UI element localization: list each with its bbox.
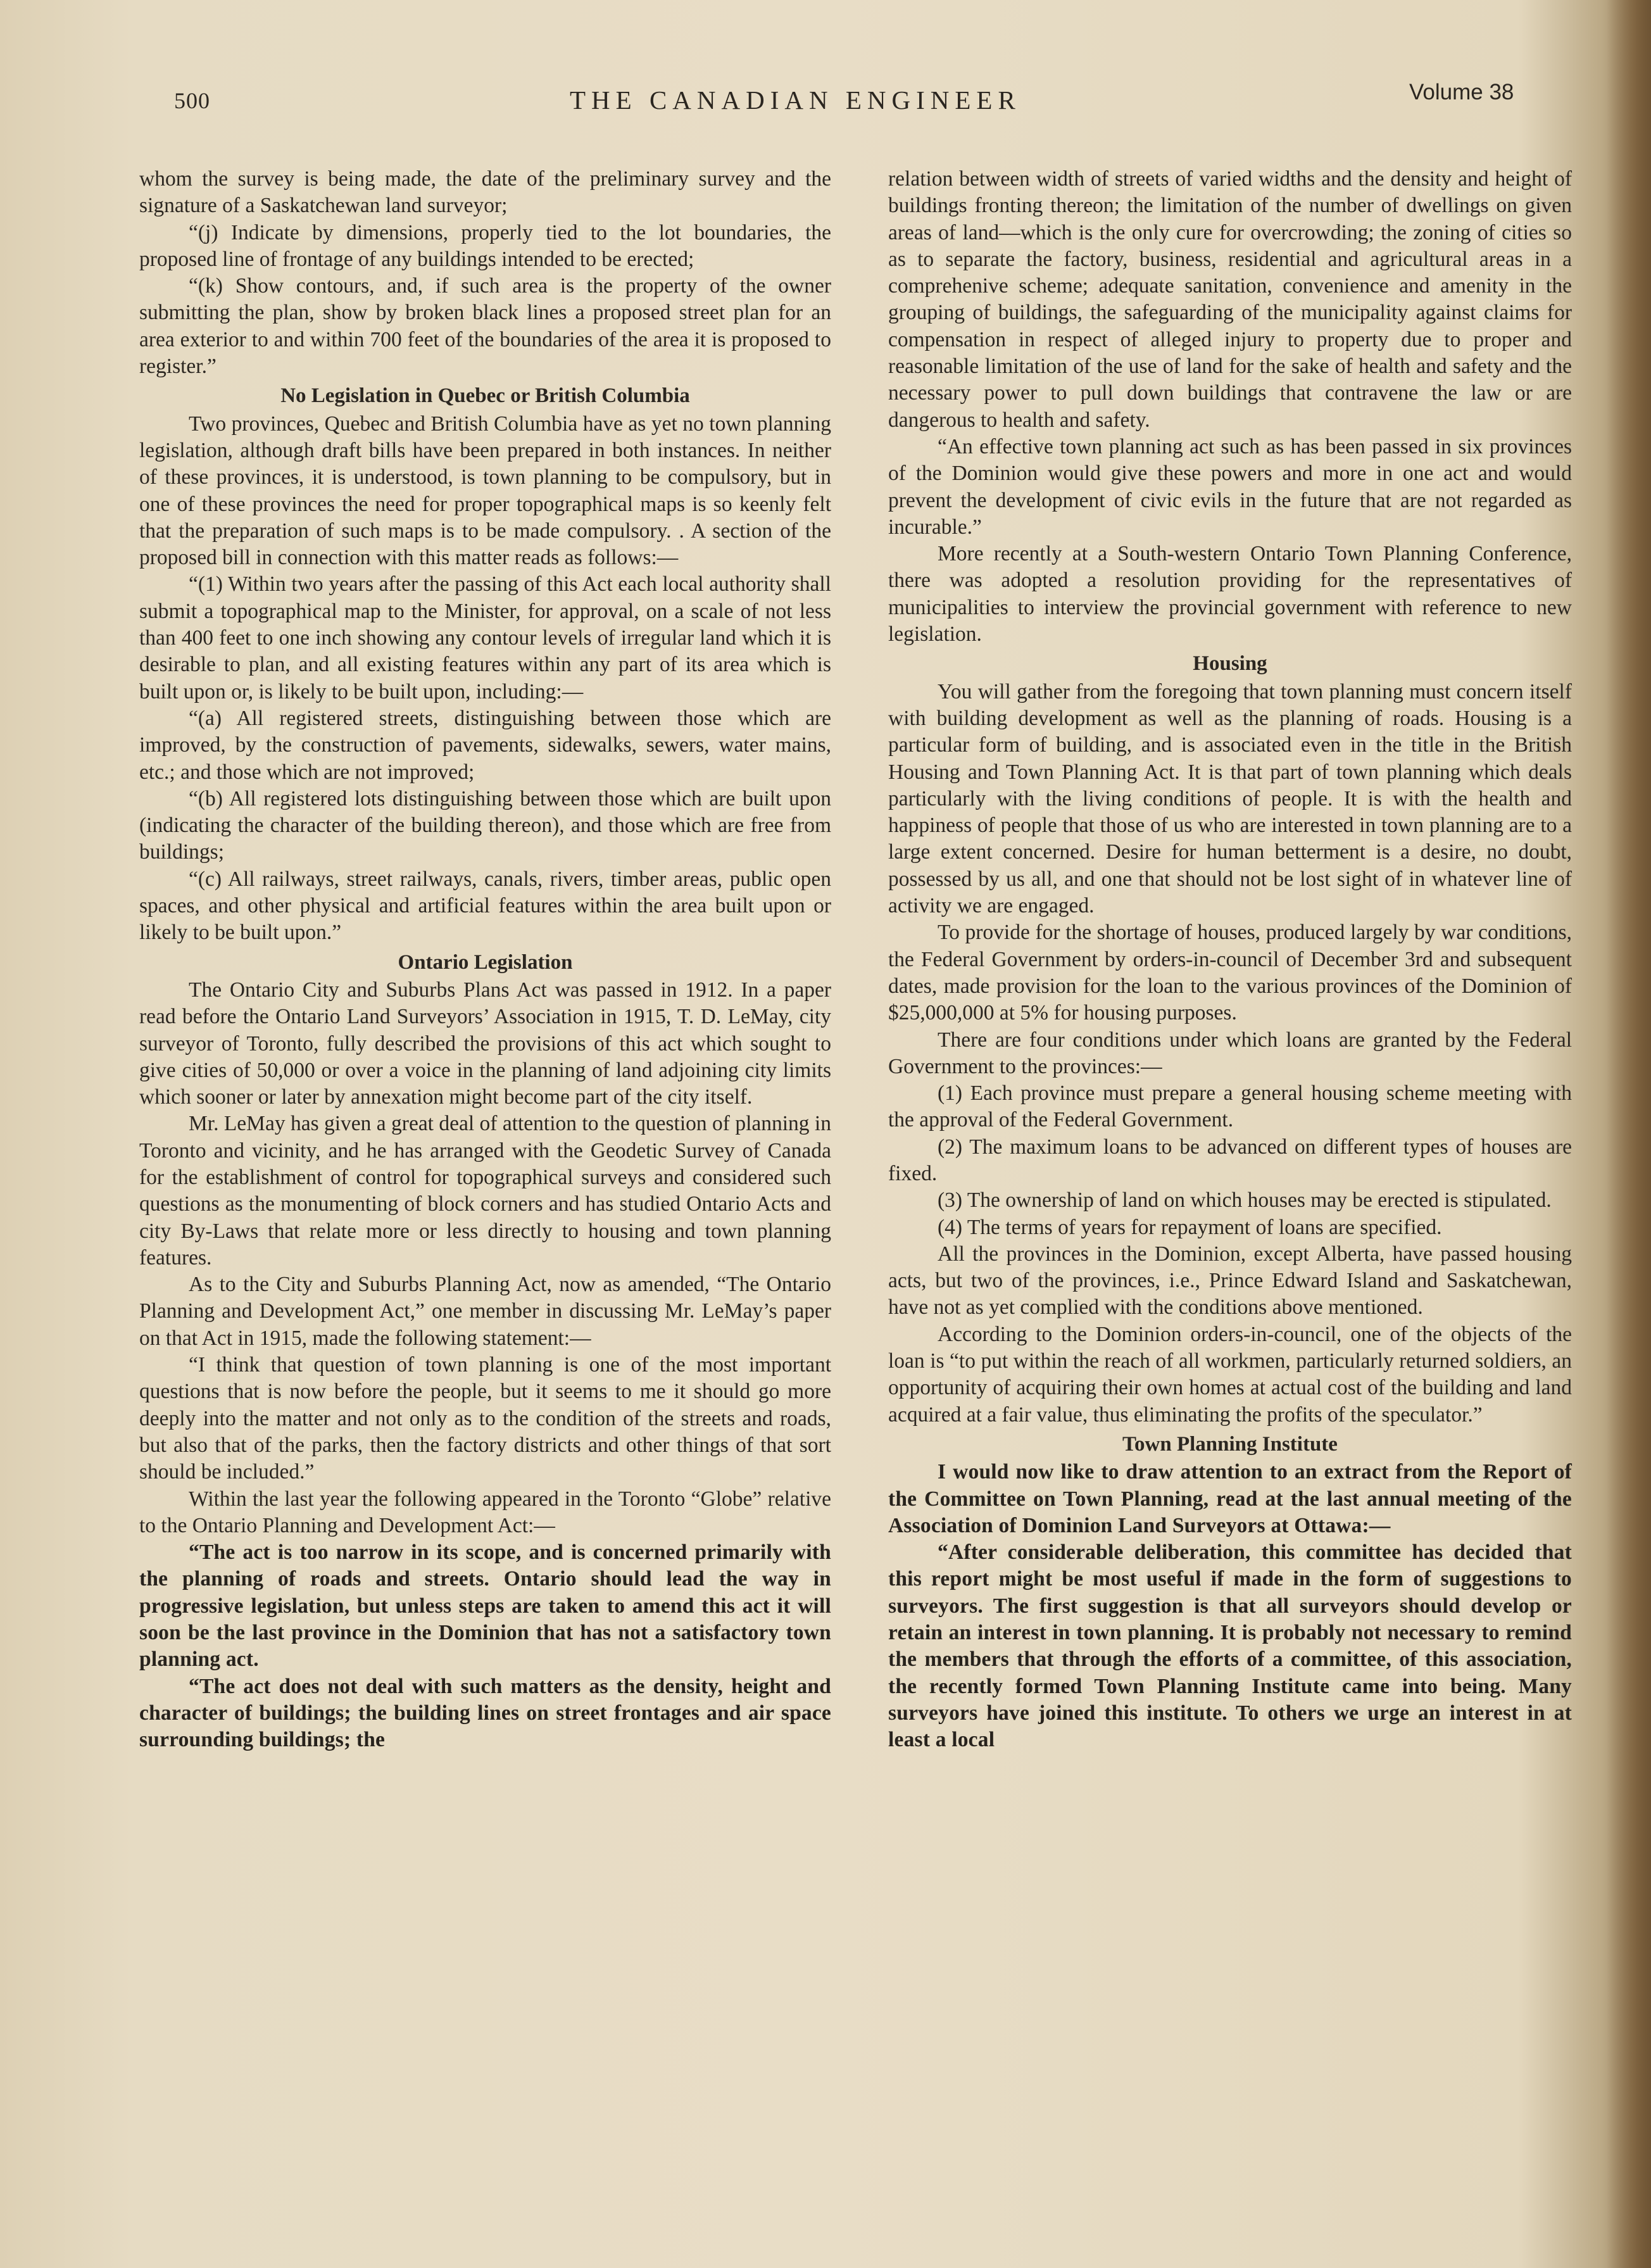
paragraph: More recently at a South-western Ontario Town Planning Conference, there was adopted a resolution providing for the representatives of municipalities to interview the provincial government with reference to new legislation. xyxy=(888,542,1572,646)
paragraph: (4) The terms of years for repayment of loans are specified. xyxy=(938,1215,1442,1239)
paragraph: whom the survey is being made, the date of the preliminary survey and the signature of a Saskatchewan land surveyor; xyxy=(139,167,831,218)
page-number: 500 xyxy=(174,88,210,113)
paragraph: Two provinces, Quebec and British Columbia have as yet no town planning legislation, although draft bills have been prepared in both instances. In neither of these provinces, it is understood, is town planning to be compulsory, but in one of these provinces the need for proper topographical maps is so keenly felt that the preparation of such maps is to be made compulsory. . A section of the proposed bill in connection with this matter reads as follows:— xyxy=(139,412,831,570)
paragraph: As to the City and Suburbs Planning Act, now as amended, “The Ontario Planning and Development Act,” one member in discussing Mr. LeMay’s paper on that Act in 1915, made the following statement:— xyxy=(139,1273,831,1350)
paragraph: “(k) Show contours, and, if such area is the property of the owner submitting the plan, show by broken black lines a proposed street plan for an area exterior to and within 700 feet of the boundaries of the area it is proposed to register.” xyxy=(139,274,831,379)
paragraph: “After considerable deliberation, this committee has decided that this report might be most useful if made in the form of suggestions to surveyors. The first suggestion is that all surveyors should develop or retain an interest in town planning. It is probably not necessary to remind the members that through the efforts of a committee, of this association, the recently formed Town Planning Institute came into being. Many surveyors have joined this institute. To others we urge an interest in at least a local xyxy=(888,1540,1572,1752)
section-heading: No Legislation in Quebec or British Columbia xyxy=(280,384,690,408)
paragraph: The Ontario City and Suburbs Plans Act was passed in 1912. In a paper read before the Ontario Land Surveyors’ Association in 1915, T. D. LeMay, city surveyor of Toronto, fully described the provisions of this act which sought to give cities of 50,000 or over a voice in the planning of land adjoining city limits which sooner or later by annexation might become part of the city itself. xyxy=(139,978,831,1109)
paragraph: You will gather from the foregoing that town planning must concern itself with building development as well as the planning of roads. Housing is a particular form of building, and is associated even in the title in the British Housing and Town Planning Act. It is that part of town planning which deals particularly with the living conditions of people. It is with the health and happiness of people that those of us who are interested in town planning are to a large extent concerned. Desire for human betterment is a desire, no doubt, possessed by us all, and one that should not be lost sight of in whatever line of activity we are engaged. xyxy=(888,679,1572,918)
paragraph: (1) Each province must prepare a general housing scheme meeting with the approval of the Federal Government. xyxy=(888,1081,1572,1132)
paragraph: relation between width of streets of varied widths and the density and height of buildings fronting thereon; the limitation of the number of dwellings on given areas of land—which is the only cure for overcrowding; the zoning of cities so as to separate the factory, business, residential and agricultural areas in a comprehenive scheme; adequate sanitation, convenience and amenity in the grouping of buildings, the safeguarding of the municipality against claims for compensation in respect of alleged injury to property due to proper and reasonable limitation of the use of land for the sake of health and safety and the necessary power to pull down buildings that contravene the law or are dangerous to health and safety. xyxy=(888,167,1572,432)
paragraph: “(c) All railways, street railways, canals, rivers, timber areas, public open spaces, and other physical and artificial features within the area built upon or likely to be built upon.” xyxy=(139,867,831,945)
paragraph: According to the Dominion orders-in-council, one of the objects of the loan is “to put within the reach of all workmen, particularly returned soldiers, an opportunity of acquiring their own homes at actual cost of the building and land acquired at a fair value, thus eliminating the profits of the speculator.” xyxy=(888,1322,1572,1427)
paragraph: There are four conditions under which loans are granted by the Federal Government to the provinces:— xyxy=(888,1028,1572,1078)
page-gutter-shadow xyxy=(1607,0,1651,2268)
section-heading: Housing xyxy=(1193,652,1267,676)
paragraph: Mr. LeMay has given a great deal of attention to the question of planning in Toronto and vicinity, and he has arranged with the Geodetic Survey of Canada for the establishment of control for topographical surveys and considered such questions as the monumenting of block corners and has studied Ontario Acts and city By-Laws that relate more or less directly to housing and town planning features. xyxy=(139,1112,831,1269)
paragraph: “I think that question of town planning is one of the most important questions that is now before the people, but it seems to me it should go more deeply into the matter and not only as to the condition of the streets and roads, but also that of the parks, then the factory districts and other things of that sort should be included.” xyxy=(139,1353,831,1484)
paragraph: “(a) All registered streets, distinguishing between those which are improved, by the construction of pavements, sidewalks, sewers, water mains, etc.; and those which are not improved; xyxy=(139,706,831,784)
journal-title: THE CANADIAN ENGINEER xyxy=(570,85,1021,115)
paragraph: (3) The ownership of land on which houses may be erected is stipulated. xyxy=(938,1188,1552,1213)
paragraph: “(1) Within two years after the passing of this Act each local authority shall submit a topographical map to the Minister, for approval, on a scale of not less than 400 feet to one inch showing any contour levels of irregular land which it is desirable to plan, and all existing features within any part of its area which is built upon or, is likely to be built upon, including:— xyxy=(139,572,831,703)
right-column xyxy=(888,166,1572,1754)
paragraph: All the provinces in the Dominion, except Alberta, have passed housing acts, but two of the provinces, i.e., Prince Edward Island and Saskatchewan, have not as yet complied with the conditions above mentioned. xyxy=(888,1242,1572,1320)
paragraph: “The act is too narrow in its scope, and is concerned primarily with the planning of roads and streets. Ontario should lead the way in progressive legislation, but unless steps are taken to amend this act it will soon be the last province in the Dominion that has not a satisfactory town planning act. xyxy=(139,1540,831,1672)
paragraph: “(j) Indicate by dimensions, properly tied to the lot boundaries, the proposed line of frontage of any buildings intended to be erected; xyxy=(139,220,831,271)
paragraph: “An effective town planning act such as has been passed in six provinces of the Dominion would give these powers and more in one act and would prevent the development of civic evils in the future that are not regarded as incurable.” xyxy=(888,434,1572,539)
paragraph: I would now like to draw attention to an extract from the Report of the Committee on Town Planning, read at the last annual meeting of the Association of Dominion Land Surveyors at Ottawa:— xyxy=(888,1460,1572,1537)
paragraph: “(b) All registered lots distinguishing between those which are built upon (indicating the character of the building thereon), and those which are free from buildings; xyxy=(139,786,831,864)
left-column xyxy=(139,166,831,1754)
section-heading: Ontario Legislation xyxy=(398,950,573,974)
paragraph: “The act does not deal with such matters as the density, height and character of buildings; the building lines on street frontages and air space surrounding buildings; the xyxy=(139,1674,831,1752)
paragraph: (2) The maximum loans to be advanced on different types of houses are fixed. xyxy=(888,1135,1572,1185)
paragraph: Within the last year the following appeared in the Toronto “Globe” relative to the Ontario Planning and Development Act:— xyxy=(139,1487,831,1537)
paragraph: To provide for the shortage of houses, produced largely by war conditions, the Federal Government by orders-in-council of December 3rd and subsequent dates, made provision for the loan to the various provinces of the Dominion of $25,000,000 at 5% for housing purposes. xyxy=(888,921,1572,1025)
section-heading: Town Planning Institute xyxy=(1122,1432,1338,1456)
running-header xyxy=(0,75,1651,125)
volume-label: Volume 38 xyxy=(1409,80,1514,104)
